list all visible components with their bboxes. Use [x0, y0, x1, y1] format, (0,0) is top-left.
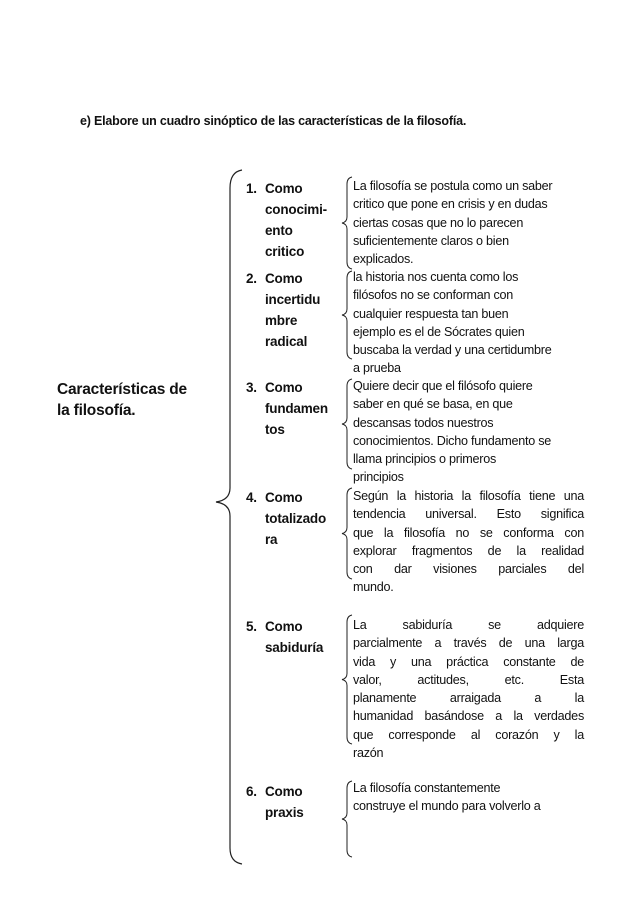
description-line: La filosofía se postula como un saber [353, 179, 553, 193]
description-line: Según la historia la filosofía tiene una [353, 489, 584, 503]
description-line: cualquier respuesta tan buen [353, 306, 509, 321]
item-number: 4. [246, 490, 257, 505]
item-brace-icon [340, 378, 354, 470]
description-line: filósofos no se conforman con [353, 288, 514, 303]
description-line: valor, actitudes, etc. Esta [353, 672, 584, 687]
characteristic-item [246, 487, 326, 550]
description-line: ejemplo es el de Sócrates quien [353, 324, 525, 339]
item-label-line: fundamen [265, 401, 328, 416]
item-description [353, 177, 584, 268]
description-line: planamente arraigada a la [353, 691, 584, 706]
description-line: parcialmente a través de una larga [353, 636, 584, 651]
characteristic-item [246, 616, 323, 658]
main-topic-line: Características de [57, 381, 187, 398]
description-line: buscaba la verdad y una certidumbre [353, 343, 552, 358]
item-number: 5. [246, 619, 257, 634]
item-label-line: incertidu [265, 292, 321, 307]
item-label [265, 616, 323, 658]
description-line: Quiere decir que el filósofo quiere [353, 379, 533, 393]
item-description [353, 487, 584, 597]
description-line: tendencia universal. Esto significa [353, 507, 584, 522]
characteristic-item [246, 268, 320, 352]
description-line: La filosofía constantemente [353, 781, 501, 795]
description-line: principios [353, 470, 404, 485]
description-line: conocimientos. Dicho fundamento se [353, 433, 552, 448]
item-label [265, 781, 304, 823]
item-number: 3. [246, 380, 257, 395]
item-label-line: critico [265, 244, 305, 259]
item-number: 2. [246, 271, 257, 286]
description-line: critico que pone en crisis y en dudas [353, 197, 548, 212]
item-label-line: ra [265, 532, 278, 547]
description-line: que corresponde al corazón y la [353, 727, 584, 742]
description-line: saber en qué se basa, en que [353, 397, 513, 412]
item-description [353, 616, 584, 762]
description-line: a prueba [353, 361, 401, 376]
main-topic [57, 379, 187, 421]
item-brace-icon [340, 176, 354, 270]
item-brace-icon [340, 614, 354, 745]
characteristic-item [246, 377, 328, 440]
item-label-line: mbre [265, 313, 298, 328]
item-label-line: praxis [265, 805, 304, 820]
item-label [265, 377, 328, 440]
description-line: mundo. [353, 580, 394, 595]
item-label-line: tos [265, 422, 285, 437]
item-brace-icon [340, 487, 354, 580]
description-line: ciertas cosas que no lo parecen [353, 215, 524, 230]
item-brace-icon [340, 270, 354, 360]
item-label-line: Como [265, 784, 303, 799]
item-description [353, 377, 584, 487]
description-line: humanidad basándose a la verdades [353, 709, 584, 724]
item-label-line: totalizado [265, 511, 326, 526]
description-line: razón [353, 746, 384, 761]
item-brace-icon [340, 780, 354, 858]
description-line: suficientemente claros o bien [353, 233, 509, 248]
item-label-line: Como [265, 490, 303, 505]
item-number: 6. [246, 784, 257, 799]
item-label [265, 268, 320, 352]
characteristic-item [246, 781, 304, 823]
description-line: descansas todos nuestros [353, 415, 494, 430]
description-line: La sabiduría se adquiere [353, 618, 584, 632]
characteristic-item [246, 178, 327, 262]
item-label-line: radical [265, 334, 308, 349]
description-line: explorar fragmentos de la realidad [353, 543, 584, 558]
item-label-line: ento [265, 223, 293, 238]
item-label-line: Como [265, 380, 303, 395]
exercise-heading: e) Elabore un cuadro sinóptico de las características de la filosofía. [80, 114, 467, 128]
item-description [353, 779, 584, 816]
item-number: 1. [246, 181, 257, 196]
item-description [353, 268, 584, 378]
item-label [265, 487, 326, 550]
item-label-line: Como [265, 619, 303, 634]
description-line: que la filosofía no se conforma con [353, 525, 584, 540]
item-label-line: Como [265, 271, 303, 286]
description-line: la historia nos cuenta como los [353, 270, 519, 284]
description-line: construye el mundo para volverlo a [353, 799, 541, 814]
item-label-line: sabiduría [265, 640, 324, 655]
main-topic-line: la filosofía. [57, 402, 136, 419]
item-label-line: Como [265, 181, 303, 196]
item-label-line: conocimi- [265, 202, 327, 217]
description-line: explicados. [353, 252, 414, 267]
description-line: llama principios o primeros [353, 452, 497, 467]
description-line: con dar visiones parciales del [353, 562, 584, 577]
description-line: vida y una práctica constante de [353, 654, 584, 669]
item-label [265, 178, 327, 262]
